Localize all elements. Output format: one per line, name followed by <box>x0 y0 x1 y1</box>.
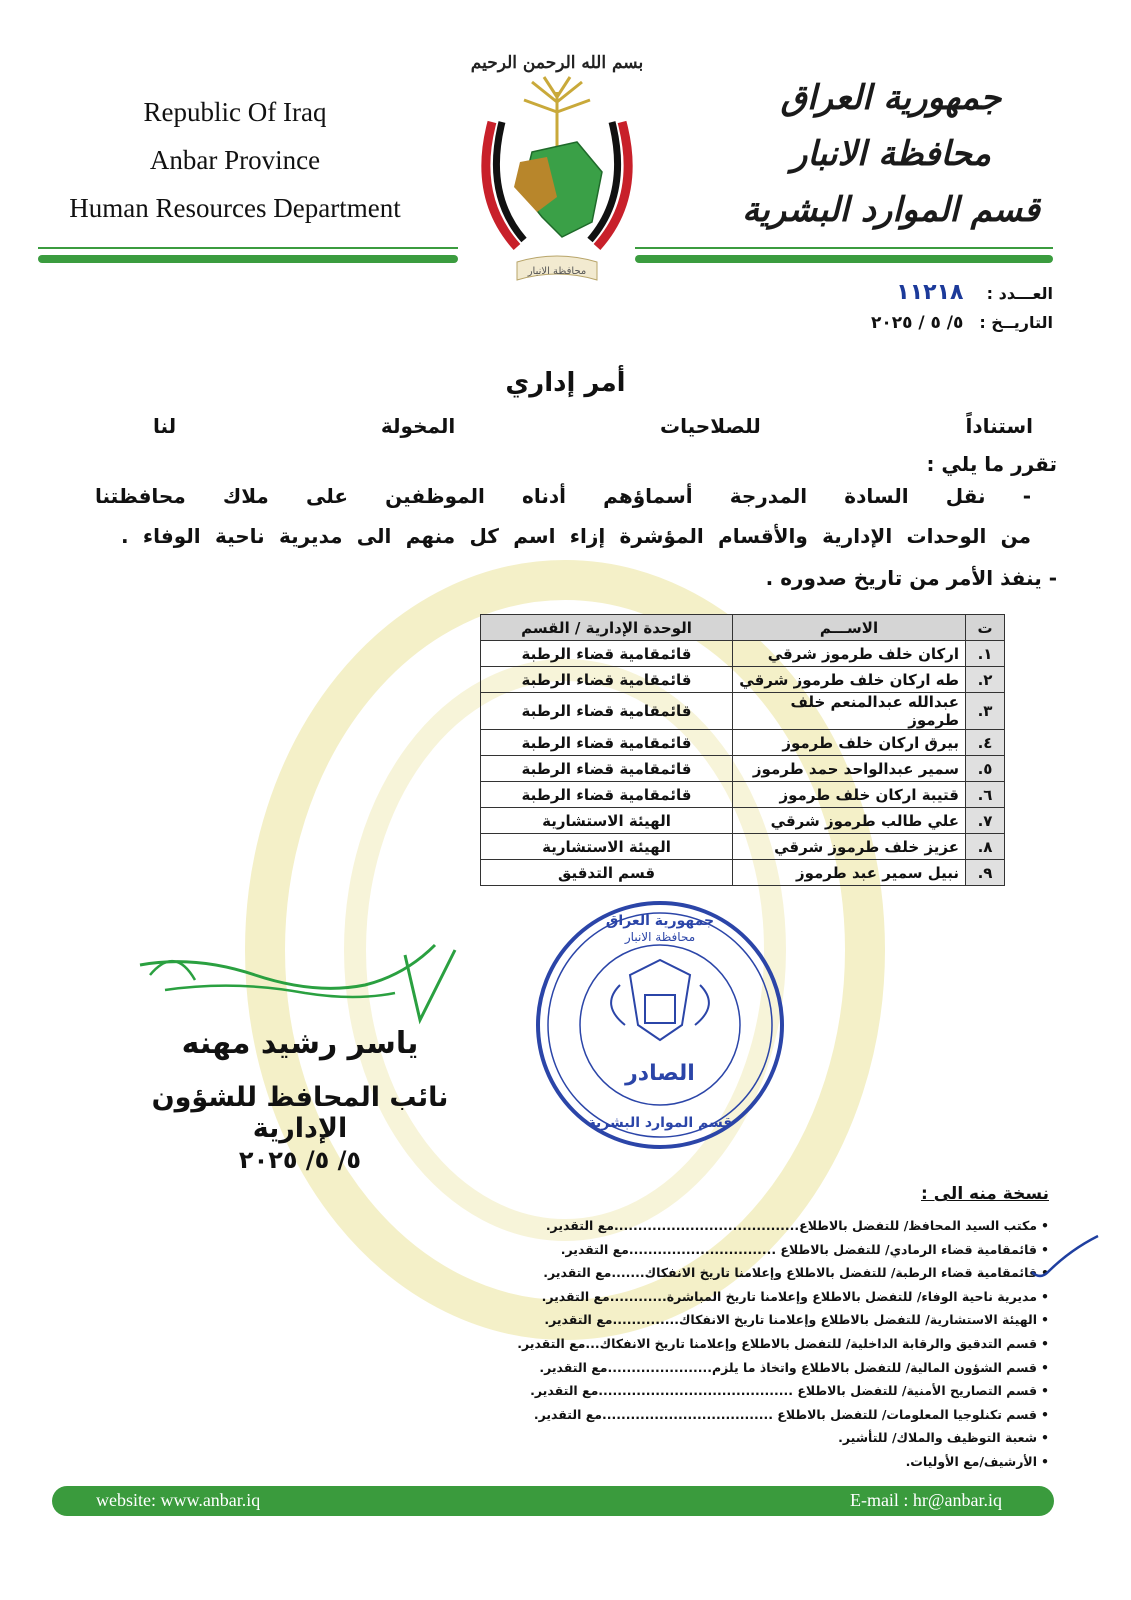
table-row <box>481 693 1005 730</box>
row-no: ٢. <box>966 667 1005 693</box>
number-label: العـــدد : <box>986 284 1053 303</box>
table-row <box>481 860 1005 886</box>
table-row <box>481 782 1005 808</box>
body-line-authority: استناداً للصلاحيات المخولة لنا <box>153 414 1033 438</box>
header-country: Republic Of Iraq <box>143 97 327 127</box>
row-unit: الهيئة الاستشارية <box>481 808 733 834</box>
stamp-top-text: جمهورية العراق <box>605 913 715 929</box>
pen-checkmark <box>1030 1232 1100 1282</box>
cc-item: • الهيئة الاستشارية/ للتفضل بالاطلاع وإعلامنا تاريخ الانفكاك..............مع التقدير. <box>489 1308 1049 1332</box>
emblem-label: محافظة الانبار <box>527 266 587 277</box>
header-department-ar: قسم الموارد البشرية <box>742 190 1040 230</box>
row-name: علي طالب طرموز شرقي <box>733 808 966 834</box>
stamp-bottom-text: قسم الموارد البشرية <box>587 1115 733 1131</box>
body-line-effective: - ينفذ الأمر من تاريخ صدوره . <box>765 566 1057 590</box>
date-value: ٥/ ٥ / ٢٠٢٥ <box>870 313 964 333</box>
row-no: ٤. <box>966 730 1005 756</box>
row-name: عبدالله عبدالمنعم خلف طرموز <box>733 693 966 730</box>
cc-item: • قسم تكنلوجيا المعلومات/ للتفضل بالاطلاع ....................................مع التقدير. <box>489 1403 1049 1427</box>
header-rule-right-thin <box>635 247 1053 249</box>
row-no: ٣. <box>966 693 1005 730</box>
employees-table <box>480 614 1005 886</box>
row-name: قتيبة اركان خلف طرموز <box>733 782 966 808</box>
cc-item: • الأرشيف/مع الأوليات. <box>489 1450 1049 1474</box>
cc-item: • قسم التصاريح الأمنية/ للتفضل بالاطلاع .........................................مع التقدير. <box>489 1379 1049 1403</box>
row-name: اركان خلف طرموز شرقي <box>733 641 966 667</box>
document-date <box>871 313 1053 333</box>
row-no: ٥. <box>966 756 1005 782</box>
row-no: ٩. <box>966 860 1005 886</box>
arabic-header <box>731 70 1051 238</box>
cc-item: • قسم الشؤون المالية/ للتفضل بالاطلاع واتخاذ ما يلزم......................مع التقدير. <box>489 1356 1049 1380</box>
signatory-title: نائب المحافظ للشؤون الإدارية <box>151 1082 449 1144</box>
row-name: بيرق اركان خلف طرموز <box>733 730 966 756</box>
row-no: ٦. <box>966 782 1005 808</box>
header-rule-left <box>38 255 458 263</box>
row-unit: قائمقامية قضاء الرطبة <box>481 693 733 730</box>
date-label: التاريــخ : <box>979 313 1053 332</box>
row-name: عزيز خلف طرموز شرقي <box>733 834 966 860</box>
official-stamp <box>530 895 790 1155</box>
cc-item: • قسم التدقيق والرقابة الداخلية/ للتفضل بالاطلاع وإعلامنا تاريخ الانفكاك...مع التقدير. <box>489 1332 1049 1356</box>
cc-item: • شعبة التوظيف والملاك/ للتأشير. <box>489 1426 1049 1450</box>
footer-email[interactable]: E-mail : hr@anbar.iq <box>849 1490 1002 1510</box>
stamp-center-text: الصادر <box>625 1061 695 1086</box>
english-header <box>50 88 420 232</box>
col-header-unit: الوحدة الإدارية / القسم <box>481 615 733 641</box>
handwritten-signature <box>135 935 465 1025</box>
cc-item: • مديرية ناحية الوفاء/ للتفضل بالاطلاع وإعلامنا تاريخ المباشرة............مع التقدير. <box>489 1285 1049 1309</box>
signatory-name: ياسر رشيد مهنه <box>181 1026 419 1061</box>
row-unit: قائمقامية قضاء الرطبة <box>481 667 733 693</box>
header-country-ar: جمهورية العراق <box>780 78 1002 118</box>
row-name: سمير عبدالواحد حمد طرموز <box>733 756 966 782</box>
cc-heading: نسخة منه الى : <box>921 1184 1049 1204</box>
province-emblem <box>462 22 652 292</box>
footer-bar <box>52 1486 1054 1516</box>
header-province-ar: محافظة الانبار <box>790 134 992 174</box>
col-header-name: الاســـم <box>733 615 966 641</box>
table-row <box>481 667 1005 693</box>
body-line-decision: تقرر ما يلي : <box>926 452 1057 476</box>
table-row <box>481 641 1005 667</box>
row-unit: قسم التدقيق <box>481 860 733 886</box>
footer-website[interactable]: website: www.anbar.iq <box>96 1490 261 1510</box>
row-unit: قائمقامية قضاء الرطبة <box>481 782 733 808</box>
row-name: طه اركان خلف طرموز شرقي <box>733 667 966 693</box>
col-header-no: ت <box>966 615 1005 641</box>
header-province: Anbar Province <box>149 145 321 175</box>
basmala-text: بسم الله الرحمن الرحيم <box>470 53 644 73</box>
signature-date: ٥/ ٥/ ٢٠٢٥ <box>238 1146 362 1174</box>
body-line-units: من الوحدات الإدارية والأقسام المؤشرة إزاء اسم كل منهم الى مديرية ناحية الوفاء . <box>121 524 1031 548</box>
table-row <box>481 730 1005 756</box>
header-rule-left-thin <box>38 247 458 249</box>
body-line-transfer: - نقل السادة المدرجة أسماؤهم أدناه الموظفين على ملاك محافظتنا <box>95 484 1031 508</box>
table-row <box>481 808 1005 834</box>
row-name: نبيل سمير عبد طرموز <box>733 860 966 886</box>
row-unit: قائمقامية قضاء الرطبة <box>481 730 733 756</box>
row-no: ٧. <box>966 808 1005 834</box>
number-value: ١١٢١٨ <box>896 280 964 305</box>
table-header-row <box>481 615 1005 641</box>
row-unit: قائمقامية قضاء الرطبة <box>481 641 733 667</box>
row-unit: الهيئة الاستشارية <box>481 834 733 860</box>
header-rule-right <box>635 255 1053 263</box>
stamp-mid-text: محافظة الانبار <box>624 930 696 944</box>
cc-item: • قائمقامية قضاء الرمادي/ للتفضل بالاطلاع ...............................مع التقدير. <box>489 1238 1049 1262</box>
cc-list <box>489 1214 1049 1474</box>
table-row <box>481 834 1005 860</box>
header-department: Human Resources Department <box>69 193 401 223</box>
table-row <box>481 756 1005 782</box>
document-number <box>896 280 1053 305</box>
cc-item: • قائمقامية قضاء الرطبة/ للتفضل بالاطلاع وإعلامنا تاريخ الانفكاك.......مع التقدير. <box>489 1261 1049 1285</box>
row-no: ٨. <box>966 834 1005 860</box>
row-no: ١. <box>966 641 1005 667</box>
document-title: أمر إداري <box>505 368 626 398</box>
row-unit: قائمقامية قضاء الرطبة <box>481 756 733 782</box>
cc-item: • مكتب السيد المحافظ/ للتفضل بالاطلاع.......................................مع التقدير. <box>489 1214 1049 1238</box>
